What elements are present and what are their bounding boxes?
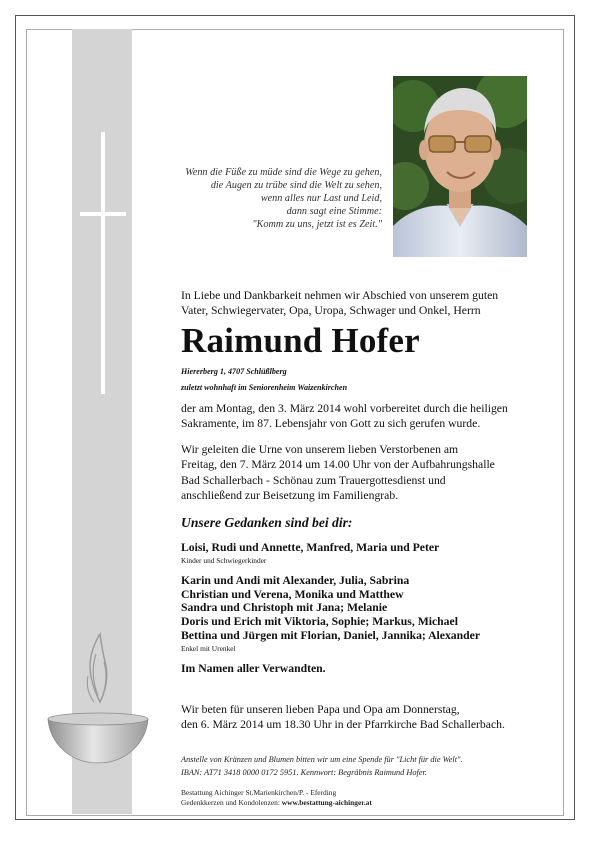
death-notice-line: Sakramente, im 87. Lebensjahr von Gott zu sich gerufen wurde. <box>181 417 481 431</box>
closing-line: Im Namen aller Verwandten. <box>181 662 326 675</box>
grandchildren-caption: Enkel mit Urenkel <box>181 643 236 653</box>
poem-line: die Augen zu trübe sind die Welt zu sehen, <box>210 180 382 192</box>
undertaker-website-link[interactable]: www.bestattung-aichinger.at <box>281 798 372 808</box>
poem-line: "Komm zu uns, jetzt ist es Zeit." <box>252 219 382 231</box>
deceased-address: Hiererberg 1, 4707 Schlüßlberg <box>181 367 287 376</box>
portrait-photo <box>393 76 527 257</box>
children-caption: Kinder und Schwiegerkinder <box>181 555 267 565</box>
prayer-line: den 6. März 2014 um 18.30 Uhr in der Pfarrkirche Bad Schallerbach. <box>181 718 505 732</box>
poem-line: dann sagt eine Stimme: <box>286 206 382 218</box>
deceased-name: Raimund Hofer <box>181 321 420 360</box>
death-notice-line: der am Montag, den 3. März 2014 wohl vorbereitet durch die heiligen <box>181 402 508 415</box>
funeral-line: Bad Schallerbach - Schönau zum Trauergottesdienst und <box>181 473 446 487</box>
flame-icon <box>80 632 120 708</box>
bowl-icon <box>46 707 150 767</box>
cross-icon-bar <box>80 212 126 216</box>
intro-line: In Liebe und Dankbarkeit nehmen wir Abschied von unserem guten <box>181 289 499 302</box>
death-notice <box>181 401 551 432</box>
undertaker-info <box>181 788 372 809</box>
grandchildren-line: Doris und Erich mit Viktoria, Sophie; Markus, Michael <box>181 615 458 629</box>
prayer-line: Wir beten für unseren lieben Papa und Opa am Donnerstag, <box>181 703 460 716</box>
grandchildren-line: Bettina und Jürgen mit Florian, Daniel, Jannika; Alexander <box>181 628 481 642</box>
undertaker-contact-label: Gedenkkerzen und Kondolenzen: <box>181 798 282 808</box>
deceased-last-residence: zuletzt wohnhaft im Seniorenheim Waizenkirchen <box>181 383 348 392</box>
grandchildren-line: Christian und Verena, Monika und Matthew <box>181 587 404 601</box>
donation-note <box>181 754 463 779</box>
cross-icon <box>101 132 105 394</box>
children-names: Loisi, Rudi und Annette, Manfred, Maria und Peter <box>181 541 440 554</box>
prayer-notice <box>181 702 551 733</box>
intro-text <box>181 288 551 319</box>
grandchildren-line: Karin und Andi mit Alexander, Julia, Sabrina <box>181 574 410 587</box>
grandchildren-block <box>181 574 551 654</box>
poem-line: Wenn die Füße zu müde sind die Wege zu gehen, <box>185 167 382 178</box>
poem-line: wenn alles nur Last und Leid, <box>260 193 382 205</box>
funeral-line: Wir geleiten die Urne von unserem lieben Verstorbenen am <box>181 443 459 456</box>
undertaker-contact <box>181 798 372 808</box>
poem <box>150 166 382 231</box>
donation-line: Anstelle von Kränzen und Blumen bitten wir um eine Spende für "Licht für die Welt". <box>181 755 463 764</box>
intro-line: Vater, Schwiegervater, Opa, Uropa, Schwager und Onkel, Herrn <box>181 304 481 318</box>
funeral-details <box>181 442 551 503</box>
funeral-line: Freitag, den 7. März 2014 um 14.00 Uhr von der Aufbahrungshalle <box>181 458 495 472</box>
closing-block <box>181 662 551 676</box>
donation-line: IBAN: AT71 3418 0000 0172 5951. Kennwort: Begräbnis Raimund Hofer. <box>181 767 427 777</box>
funeral-line: anschließend zur Beisetzung im Familiengrab. <box>181 488 399 502</box>
undertaker-name: Bestattung Aichinger St.Marienkirchen/P. - Eferding <box>181 788 337 797</box>
children-block <box>181 541 551 566</box>
mourners-heading: Unsere Gedanken sind bei dir: <box>181 515 353 530</box>
grandchildren-line: Sandra und Christoph mit Jana; Melanie <box>181 601 388 615</box>
